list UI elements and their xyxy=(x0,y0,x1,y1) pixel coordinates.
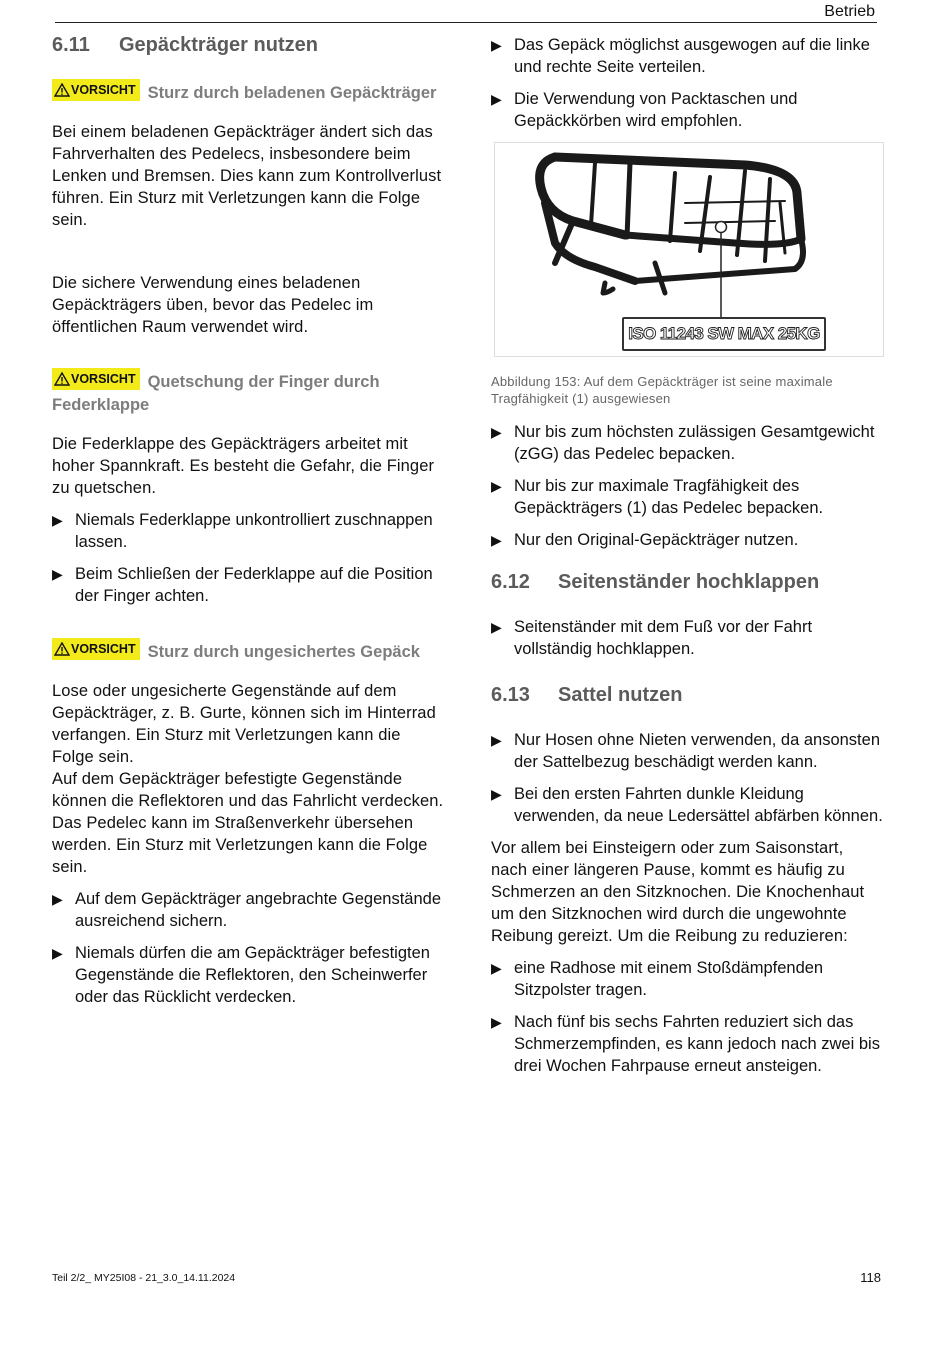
footer-doc-id: Teil 2/2_ MY25I08 - 21_3.0_14.11.2024 xyxy=(52,1272,236,1284)
bullet-arrow-icon: ▶ xyxy=(491,37,502,53)
warning-triangle-icon xyxy=(54,83,70,97)
paragraph: Bei einem beladenen Gepäckträger ändert sich das Fahrverhalten des Pedelecs, insbesondere beim Lenken und Bremsen. Dies kann zum Kontrollverlust führen. Ein Sturz mit Verletzungen kann die Folge sein. xyxy=(52,123,442,229)
warning-triangle-icon xyxy=(54,642,70,656)
list-item: ▶ Nur bis zum höchsten zulässigen Gesamtgewicht (zGG) das Pedelec bepacken. xyxy=(491,423,875,463)
warning-label: VORSICHT xyxy=(71,371,136,386)
heading-number: 6.11 xyxy=(52,34,90,56)
heading-title: Gepäckträger nutzen xyxy=(119,34,318,56)
warning-badge xyxy=(52,368,140,390)
warning-title: Sturz durch beladenen Gepäckträger xyxy=(147,84,437,102)
list-item: ▶ Nur bis zur maximale Tragfähigkeit des Gepäckträgers (1) das Pedelec bepacken. xyxy=(491,477,824,517)
figure-luggage-rack xyxy=(494,142,884,357)
list-item: ▶ eine Radhose mit einem Stoßdämpfenden Sitzpolster tragen. xyxy=(491,959,824,999)
list-item: ▶ Bei den ersten Fahrten dunkle Kleidung verwenden, da neue Ledersättel abfärben können. xyxy=(491,785,883,825)
warning-3 xyxy=(52,638,444,664)
paragraph: Auf dem Gepäckträger befestigte Gegenstände können die Reflektoren und das Fahrlicht verdecken. Das Pedelec kann im Straßenverkehr übersehen werden. Ein Sturz mit Verletzungen kann die Folge sein. xyxy=(52,770,444,876)
bullet-arrow-icon: ▶ xyxy=(491,424,502,440)
left-column xyxy=(52,34,444,1018)
bullet-arrow-icon: ▶ xyxy=(52,891,63,907)
heading-number: 6.12 xyxy=(491,571,530,593)
paragraph: Lose oder ungesicherte Gegenstände auf dem Gepäckträger, z. B. Gurte, können sich im Hinterrad verfangen. Ein Sturz mit Verletzungen kann die Folge sein. xyxy=(52,682,436,766)
warning-badge xyxy=(52,79,140,101)
list-item: ▶ Die Verwendung von Packtaschen und Gepäckkörben wird empfohlen. xyxy=(491,90,798,130)
paragraph: Die Federklappe des Gepäckträgers arbeitet mit hoher Spannkraft. Es besteht die Gefahr, die Finger zu quetschen. xyxy=(52,435,435,497)
bullet-arrow-icon: ▶ xyxy=(491,786,502,802)
paragraph: Die sichere Verwendung eines beladenen Gepäckträgers üben, bevor das Pedelec im öffentlichen Raum verwendet wird. xyxy=(52,274,374,336)
page-number: 118 xyxy=(860,1270,881,1285)
list-item: ▶ Niemals Federklappe unkontrolliert zuschnappen lassen. xyxy=(52,511,433,551)
heading-number: 6.13 xyxy=(491,684,530,706)
bullet-arrow-icon: ▶ xyxy=(52,945,63,961)
bullet-arrow-icon: ▶ xyxy=(491,1014,502,1030)
list-item: ▶ Beim Schließen der Federklappe auf die Position der Finger achten. xyxy=(52,565,433,605)
heading-6-12 xyxy=(491,571,883,594)
header-section: Betrieb xyxy=(824,3,875,20)
right-column xyxy=(491,34,883,1087)
heading-title: Sattel nutzen xyxy=(558,684,683,706)
header-rule xyxy=(55,22,877,23)
warning-1 xyxy=(52,79,444,105)
paragraph: Vor allem bei Einsteigern oder zum Saisonstart, nach einer längeren Pause, kommt es häufig zu Schmerzen an den Sitzknochen. Die Knochenhaut um den Sitzknochen wird durch die ungewohnte Reibung gereizt. Um die Reibung zu reduzieren: xyxy=(491,839,865,945)
warning-triangle-icon xyxy=(54,372,70,386)
max-load-label: ISO 11243 SW MAX 25KG xyxy=(622,317,826,351)
warning-label: VORSICHT xyxy=(71,641,136,656)
bullet-arrow-icon: ▶ xyxy=(491,732,502,748)
heading-6-13 xyxy=(491,684,883,707)
list-item: ▶ Nach fünf bis sechs Fahrten reduziert sich das Schmerzempfinden, es kann jedoch nach zwei bis drei Wochen Fahrpause erneut ansteigen. xyxy=(491,1013,880,1075)
list-item: ▶ Nur den Original-Gepäckträger nutzen. xyxy=(491,531,799,549)
list-item: ▶ Niemals dürfen die am Gepäckträger befestigten Gegenstände die Reflektoren, den Scheinwerfer oder das Rücklicht verdecken. xyxy=(52,944,430,1006)
bullet-arrow-icon: ▶ xyxy=(52,512,63,528)
heading-6-11 xyxy=(52,34,444,57)
bullet-arrow-icon: ▶ xyxy=(491,532,502,548)
warning-title: Quetschung der Finger durch Federklappe xyxy=(52,373,380,414)
bullet-arrow-icon: ▶ xyxy=(491,91,502,107)
heading-title: Seitenständer hochklappen xyxy=(558,571,820,593)
list-item: ▶ Seitenständer mit dem Fuß vor der Fahrt vollständig hochklappen. xyxy=(491,618,813,658)
list-item: ▶ Nur Hosen ohne Nieten verwenden, da ansonsten der Sattelbezug beschädigt werden kann. xyxy=(491,731,880,771)
warning-title: Sturz durch ungesichertes Gepäck xyxy=(147,643,420,661)
list-item: ▶ Das Gepäck möglichst ausgewogen auf die linke und rechte Seite verteilen. xyxy=(491,36,870,76)
bullet-arrow-icon: ▶ xyxy=(491,960,502,976)
list-item: ▶ Auf dem Gepäckträger angebrachte Gegenstände ausreichend sichern. xyxy=(52,890,441,930)
bullet-arrow-icon: ▶ xyxy=(491,478,502,494)
warning-badge xyxy=(52,638,140,660)
bullet-arrow-icon: ▶ xyxy=(52,566,63,582)
bullet-arrow-icon: ▶ xyxy=(491,619,502,635)
warning-2 xyxy=(52,368,444,417)
figure-caption: Abbildung 153: Auf dem Gepäckträger ist seine maximale Tragfähigkeit (1) ausgewiesen xyxy=(491,374,833,406)
warning-label: VORSICHT xyxy=(71,82,136,97)
